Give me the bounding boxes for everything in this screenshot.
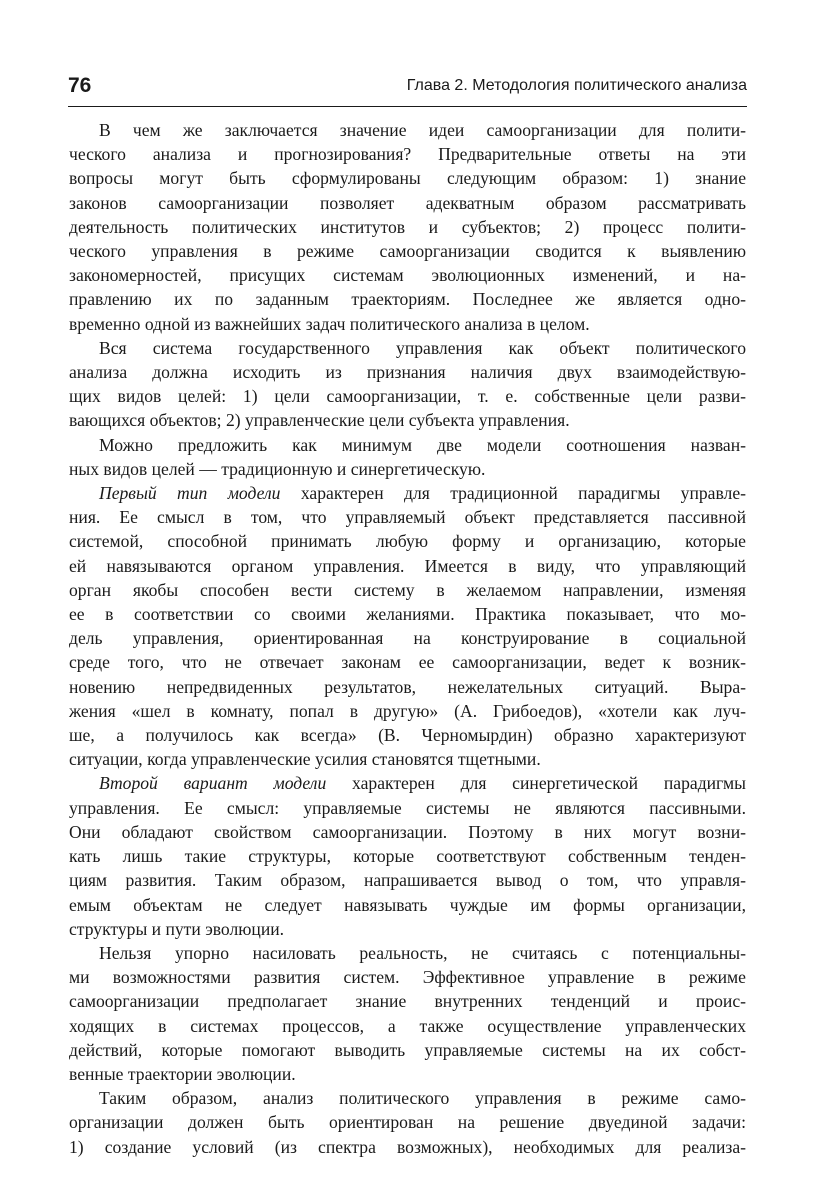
text-line: законов самоорганизации позволяет адекватным образом рассматривать: [69, 192, 746, 213]
text-line: ных видов целей — традиционную и синергетическую.: [69, 458, 486, 479]
text-run: характерен для синергетической парадигмы: [326, 773, 746, 794]
text-line: правлению их по заданным траекториям. Последнее же является одно-: [69, 289, 746, 310]
text-line: венные траектории эволюции.: [69, 1063, 296, 1084]
text-line: новению непредвиденных результатов, нежелательных ситуаций. Выра-: [69, 676, 746, 697]
text-line: анализа должна исходить из признания наличия двух взаимодействую-: [69, 362, 746, 383]
text-line: ходящих в системах процессов, а также осуществление управленческих: [69, 1015, 746, 1036]
text-line: организации должен быть ориентирован на решение двуединой задачи:: [69, 1112, 746, 1133]
text-line: емым объектам не следует навязывать чуждые им формы организации,: [69, 894, 746, 915]
text-line: 1) создание условий (из спектра возможных), необходимых для реализа-: [69, 1136, 746, 1157]
text-line: орган якобы способен вести систему в желаемом направлении, изменяя: [69, 579, 746, 600]
paragraph: [69, 433, 746, 481]
text-line: ческого управления в режиме самоорганизации сводится к выявлению: [69, 241, 746, 262]
text-line: ми возможностями развития систем. Эффективное управление в режиме: [69, 967, 746, 988]
text-line: ния. Ее смысл в том, что управляемый объект представляется пассивной: [69, 507, 746, 528]
italic-term: Первый тип модели: [99, 483, 281, 504]
paragraph: [69, 771, 746, 940]
text-line: ей навязываются органом управления. Имеется в виду, что управляющий: [69, 555, 746, 576]
text-line: жения «шел в комнату, попал в другую» (А. Грибоедов), «хотели как луч-: [69, 700, 746, 721]
text-line: закономерностей, присущих системам эволюционных изменений, и на-: [69, 265, 746, 286]
body-text: [69, 118, 746, 1159]
text-line: деятельность политических институтов и субъектов; 2) процесс полити-: [69, 216, 746, 237]
text-line: Можно предложить как минимум две модели соотношения назван-: [99, 434, 746, 455]
text-line: [69, 771, 746, 795]
text-line: ее в соответствии со своими желаниями. Практика показывает, что мо-: [69, 604, 746, 625]
text-line: ситуации, когда управленческие усилия становятся тщетными.: [69, 749, 541, 770]
text-line: вопросы могут быть сформулированы следующим образом: 1) знание: [69, 168, 746, 189]
text-line: кать лишь такие структуры, которые соответствуют собственным тенден-: [69, 846, 746, 867]
text-line: системой, способной принимать любую форму и организацию, которые: [69, 531, 746, 552]
text-line: щих видов целей: 1) цели самоорганизации, т. е. собственные цели разви-: [69, 386, 746, 407]
page-number: 76: [68, 74, 92, 97]
text-line: вающихся объектов; 2) управленческие цели субъекта управления.: [69, 410, 570, 431]
text-line: дель управления, ориентированная на конструирование в социальной: [69, 628, 746, 649]
italic-term: Второй вариант модели: [99, 773, 327, 794]
text-line: [69, 481, 746, 505]
text-line: ше, а получилось как всегда» (В. Черномырдин) образно характеризуют: [69, 725, 746, 746]
text-line: среде того, что не отвечает законам ее самоорганизации, ведет к возник-: [69, 652, 746, 673]
paragraph: [69, 941, 746, 1086]
running-title: Глава 2. Методология политического анализа: [406, 77, 747, 94]
text-line: циям развития. Таким образом, напрашивается вывод о том, что управля-: [69, 870, 746, 891]
text-line: Нельзя упорно насиловать реальность, не считаясь с потенциальны-: [99, 942, 746, 963]
paragraph: [69, 481, 746, 771]
text-run: характерен для традиционной парадигмы управле-: [280, 483, 746, 504]
text-line: Таким образом, анализ политического управления в режиме само-: [99, 1088, 746, 1109]
text-line: структуры и пути эволюции.: [69, 918, 285, 939]
text-line: ческого анализа и прогнозирования? Предварительные ответы на эти: [69, 144, 746, 165]
text-line: Вся система государственного управления как объект политического: [99, 337, 746, 358]
text-line: В чем же заключается значение идеи самоорганизации для полити-: [99, 120, 746, 140]
text-line: временно одной из важнейших задач политического анализа в целом.: [69, 313, 590, 334]
text-line: Они обладают свойством самоорганизации. Поэтому в них могут возни-: [69, 821, 746, 842]
running-header: [68, 68, 747, 107]
text-line: самоорганизации предполагает знание внутренних тенденций и проис-: [69, 991, 746, 1012]
text-line: действий, которые помогают выводить управляемые системы на их собст-: [69, 1039, 746, 1060]
paragraph: [69, 336, 746, 433]
paragraph: [69, 118, 746, 336]
text-line: управления. Ее смысл: управляемые системы не являются пассивными.: [69, 797, 746, 818]
paragraph: [69, 1086, 746, 1159]
